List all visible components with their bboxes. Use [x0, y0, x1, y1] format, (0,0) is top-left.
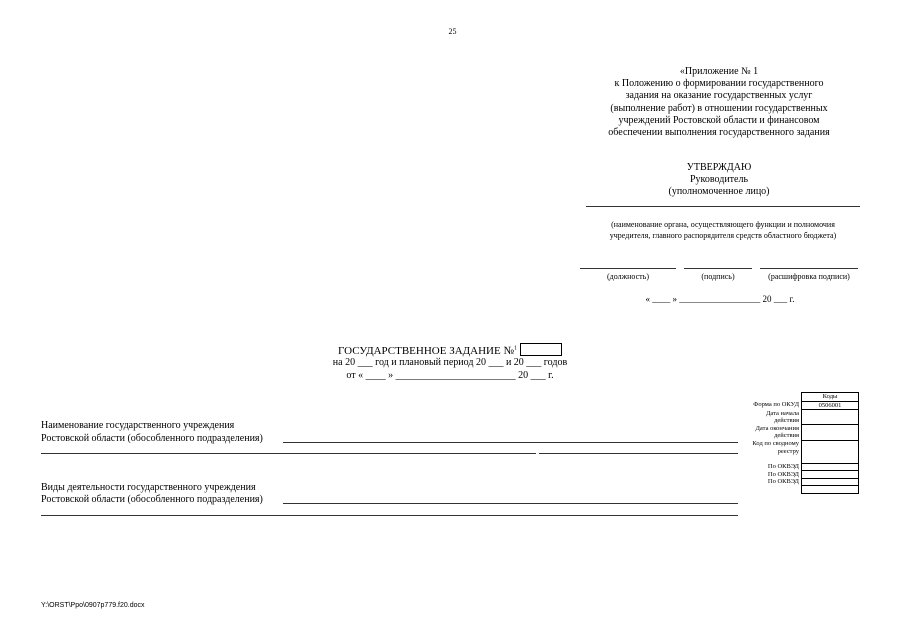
org-caption-line: (наименование органа, осуществляющего функции и полномочия	[611, 220, 835, 229]
activity-label-1: Виды деятельности государственного учреждения	[41, 482, 256, 493]
task-title-text: ГОСУДАРСТВЕННОЕ ЗАДАНИЕ №	[338, 345, 514, 357]
position-caption: (должность)	[607, 272, 649, 281]
position-line[interactable]	[580, 268, 676, 269]
institution-name-field[interactable]	[283, 442, 738, 443]
code-label: По ОКВЭД	[767, 478, 799, 486]
approve-date: « ____ » __________________ 20 ___ г.	[645, 294, 795, 304]
code-label: Форма по ОКУД	[753, 401, 799, 409]
code-okud[interactable]: 0506001	[802, 401, 859, 410]
task-date: от « ____ » ________________________ 20 ___ г.	[346, 370, 554, 381]
annex-header	[588, 66, 850, 139]
code-okved-1[interactable]	[802, 463, 859, 471]
institution-name-label-1: Наименование государственного учреждения	[41, 420, 235, 431]
file-path-footer: Y:\ORST\Ppo\0907p779.f20.docx	[41, 602, 145, 609]
org-name-line[interactable]	[586, 206, 860, 207]
code-end-date[interactable]	[802, 425, 859, 440]
code-label: Дата начала действия	[765, 409, 799, 425]
task-title	[250, 343, 650, 357]
signature-caption: (подпись)	[701, 272, 735, 281]
decode-line[interactable]	[760, 268, 858, 269]
code-label: Код по сводному реестру	[752, 440, 799, 455]
code-label: По ОКВЭД	[767, 470, 799, 478]
code-label: По ОКВЭД	[767, 463, 799, 471]
signature-line[interactable]	[684, 268, 752, 269]
activity-label-2: Ростовской области (обособленного подразделения)	[41, 494, 263, 505]
code-okved-3[interactable]	[802, 478, 859, 486]
institution-name-field-2b[interactable]	[539, 453, 738, 454]
approve-head-title: Руководитель	[689, 174, 749, 186]
code-extra[interactable]	[802, 486, 859, 494]
codes-header: Коды	[802, 393, 859, 402]
code-okved-2[interactable]	[802, 471, 859, 479]
approve-authorized: (уполномоченное лицо)	[668, 186, 770, 198]
codes-table	[745, 392, 859, 494]
institution-name-label-2: Ростовской области (обособленного подразделения)	[41, 433, 263, 444]
decode-caption: (расшифровка подписи)	[768, 272, 850, 281]
annex-line: обеспечении выполнения государственного задания	[608, 127, 830, 139]
annex-line: учреждений Ростовской области и финансовом	[618, 114, 820, 126]
page-number: 25	[448, 27, 457, 36]
annex-line: (выполнение работ) в отношении государственных	[610, 102, 828, 114]
org-caption-line: учредителя, главного распорядителя средств областного бюджета)	[609, 231, 837, 240]
annex-line: к Положению о формировании государственного	[614, 78, 824, 90]
approve-heading: УТВЕРЖДАЮ	[686, 162, 752, 173]
activity-field-2[interactable]	[41, 515, 738, 516]
footnote-mark: 1	[513, 345, 517, 352]
institution-name-field-2a[interactable]	[41, 453, 536, 454]
task-period: на 20 ___ год и плановый период 20 ___ и 20 ___ годов	[332, 357, 568, 368]
code-start-date[interactable]	[802, 410, 859, 425]
approval-block	[588, 162, 850, 199]
annex-line: задания на оказание государственных услуг	[625, 90, 813, 102]
org-caption	[586, 219, 860, 241]
code-registry[interactable]	[802, 440, 859, 463]
activity-field[interactable]	[283, 503, 738, 504]
code-label: Дата окончания действия	[755, 424, 799, 440]
task-number-box[interactable]	[520, 343, 562, 356]
annex-line: «Приложение № 1	[679, 66, 759, 77]
code-label	[745, 486, 802, 494]
